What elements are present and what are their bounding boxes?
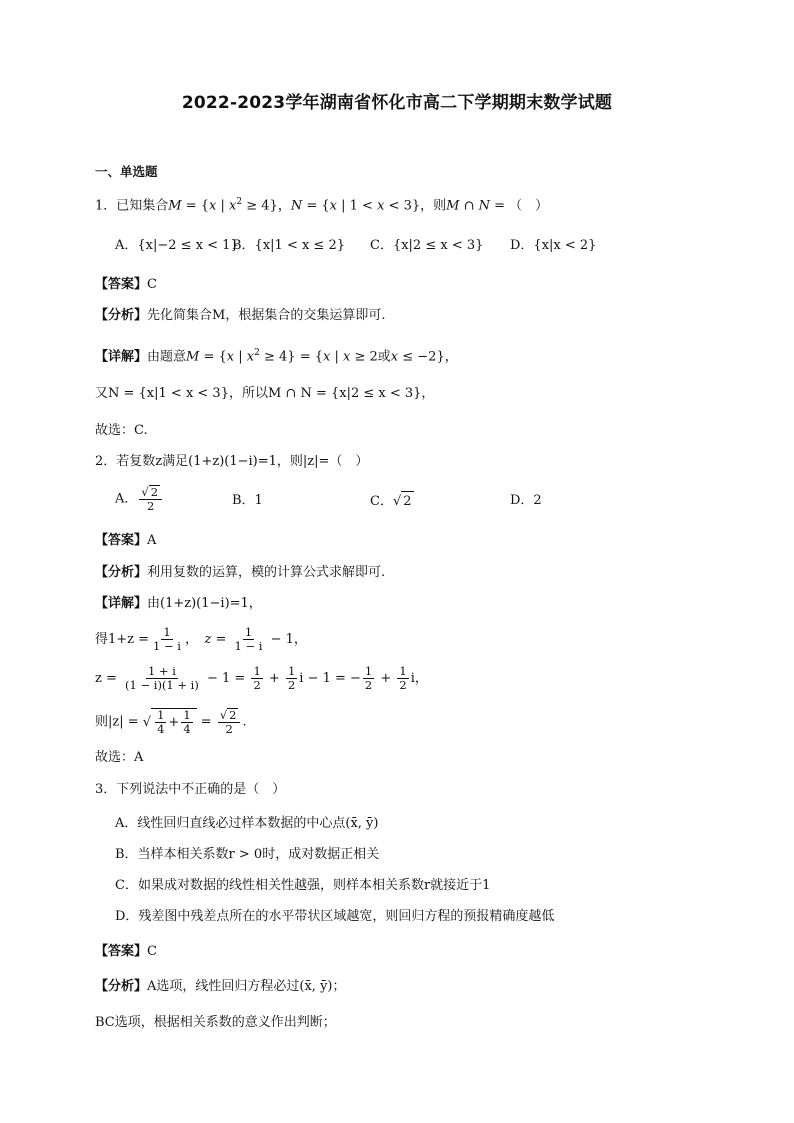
detail-line: z = $\frac{1 + i}{(1 - i)(1 + i)}$ − 1 = $\frac{1}{2}$ + $\frac{1}{2}$ i − 1 = − $\frac{1}{2}$ + $\frac{1}{2}$ i， xyxy=(95,664,428,692)
stem-text: 下列说法中不正确的是（ ） xyxy=(116,782,286,797)
answer-value: A xyxy=(147,533,157,548)
conclusion-line: 故选：C. xyxy=(95,423,148,438)
analysis-line xyxy=(95,306,385,326)
analysis-label: 【分析】 xyxy=(95,565,148,580)
option-d: D．{x|x < 2} xyxy=(510,238,597,253)
option-d: D．2 xyxy=(510,493,542,508)
stem-text: 已知集合 xyxy=(116,198,169,214)
option-c: C．如果成对数据的线性相关性越强，则样本相关系数r就接近于1 xyxy=(115,878,491,893)
answer-line xyxy=(95,275,157,295)
analysis-label: 【分析】 xyxy=(95,979,148,994)
answer-label: 【答案】 xyxy=(95,944,148,959)
question-3-stem xyxy=(95,780,285,800)
option-c: C．√ 2 xyxy=(370,491,414,512)
detail-line: 又N = {x|1 < x < 3}，所以M ∩ N = {x|2 ≤ x < 3}， xyxy=(95,386,435,401)
stem-text: 若复数z满足(1+z)(1−i)=1，则|z|=（ ） xyxy=(116,454,369,469)
detail-line xyxy=(95,594,262,614)
question-number: 1． xyxy=(95,198,117,214)
analysis-text: A选项，线性回归方程必过(x̄, ȳ)； xyxy=(147,979,346,994)
page-title: 2022-2023学年湖南省怀化市高二下学期期末数学试题 xyxy=(181,93,613,113)
answer-line xyxy=(95,531,156,551)
detail-line: 【详解】由题意M = {x | $x^2 \ge 4\} = \{x$ | x ≥ 2或x ≤ −2}， xyxy=(95,348,458,365)
detail-label: 【详解】 xyxy=(95,596,148,611)
detail-line: 则|z| = √ $\frac{1}{4}$ + $\frac{1}{4}$ = $\frac{√ 2}{2}$ . xyxy=(95,708,247,736)
option-b: B．1 xyxy=(232,493,263,508)
analysis-line: BC选项，根据相关系数的意义作出判断； xyxy=(95,1015,336,1030)
analysis-text: 先化简集合M，根据集合的交集运算即可. xyxy=(147,308,386,323)
question-number: 2． xyxy=(95,454,117,469)
section-heading: 一、单选题 xyxy=(95,164,158,179)
option-b: B．{x|1 < x ≤ 2} xyxy=(232,238,345,253)
stem-text: （ ） xyxy=(509,198,549,214)
detail-text: 由(1+z)(1−i)=1， xyxy=(147,596,262,611)
answer-label: 【答案】 xyxy=(95,533,148,548)
answer-value: C xyxy=(147,277,157,292)
option-a: A．{x|−2 ≤ x < 1} xyxy=(115,238,239,253)
analysis-label: 【分析】 xyxy=(95,308,148,323)
detail-line: 得1+z = $\frac{1}{1 - i}$ ， z = $\frac{1}{1 - i}$ − 1， xyxy=(95,625,307,653)
option-b: B．当样本相关系数r > 0时，成对数据正相关 xyxy=(115,847,380,862)
detail-label: 【详解】 xyxy=(95,349,148,365)
stem-text: ，则 xyxy=(420,198,447,214)
question-1-stem: 1．已知集合M = {x | $x^2 \ge 4$}，N = {x | 1 < x < 3}，则M ∩ N = （ ） xyxy=(95,197,549,214)
analysis-line xyxy=(95,563,385,583)
analysis-text: 利用复数的运算，模的计算公式求解即可. xyxy=(147,565,386,580)
answer-line xyxy=(95,942,157,962)
question-number: 3． xyxy=(95,782,117,797)
conclusion-line: 故选：A xyxy=(95,750,144,765)
option-c: C．{x|2 ≤ x < 3} xyxy=(370,238,484,253)
option-d: D．残差图中残差点所在的水平带状区域越宽，则回归方程的预报精确度越低 xyxy=(115,909,555,924)
answer-value: C xyxy=(147,944,157,959)
question-2-stem xyxy=(95,452,368,472)
analysis-line xyxy=(95,977,346,997)
answer-label: 【答案】 xyxy=(95,277,148,292)
detail-text: 由题意 xyxy=(147,349,187,365)
option-a: A． $\frac{√ 2}{2}$ xyxy=(115,485,164,513)
option-a: A．线性回归直线必过样本数据的中心点(x̄, ȳ) xyxy=(115,816,379,831)
